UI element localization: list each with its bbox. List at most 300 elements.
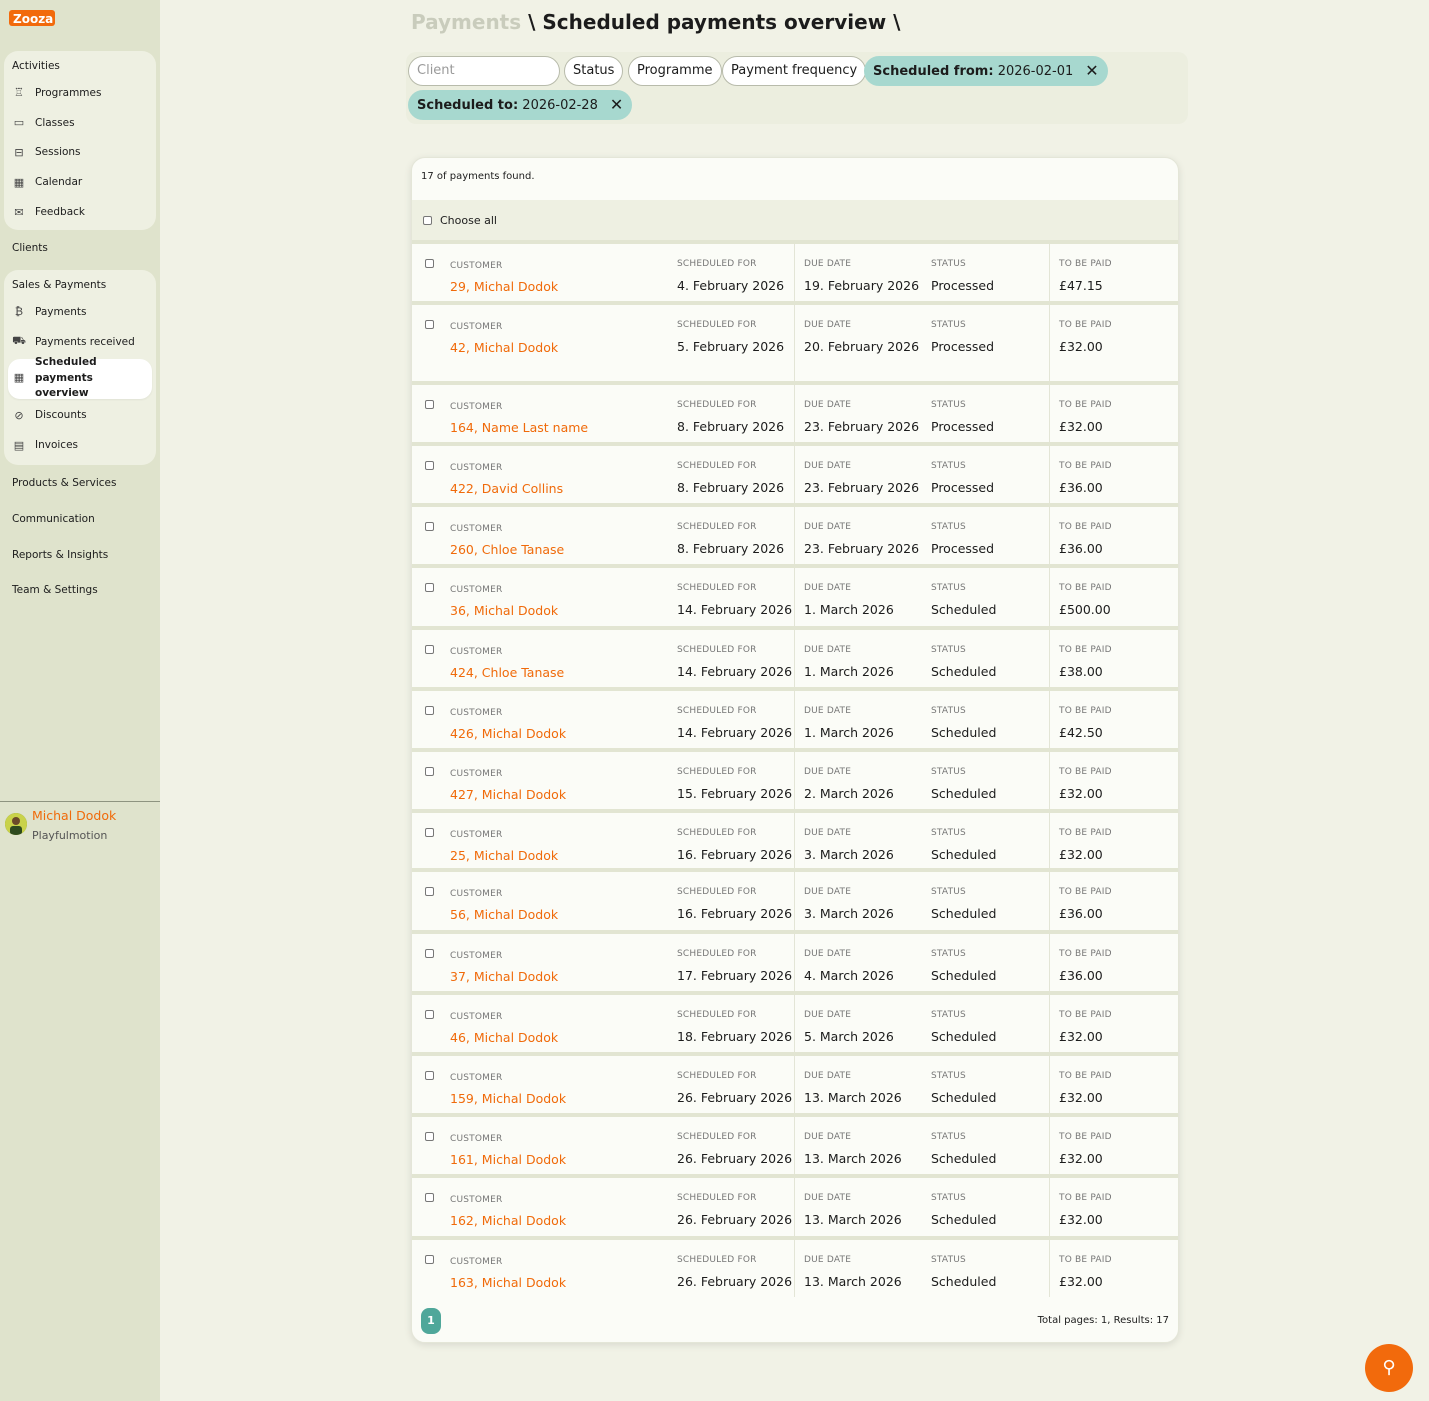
scheduled-label: SCHEDULED FOR bbox=[677, 583, 757, 593]
customer-link[interactable]: 25, Michal Dodok bbox=[450, 848, 559, 863]
breadcrumb-trail: \ bbox=[893, 10, 901, 34]
due-cell bbox=[804, 1010, 922, 1047]
due-date: 5. March 2026 bbox=[804, 1029, 894, 1044]
amount-cell bbox=[1059, 461, 1112, 498]
customer-link[interactable]: 422, David Collins bbox=[450, 481, 564, 496]
customer-cell bbox=[450, 830, 558, 863]
customer-cell bbox=[450, 322, 558, 355]
due-cell bbox=[804, 320, 922, 357]
status-label: STATUS bbox=[931, 1132, 966, 1142]
due-date: 1. March 2026 bbox=[804, 725, 894, 740]
tag-icon: ⊘ bbox=[14, 408, 24, 422]
column-divider bbox=[1049, 446, 1050, 503]
due-date: 13. March 2026 bbox=[804, 1274, 902, 1289]
row-checkbox[interactable] bbox=[425, 522, 434, 531]
status-value: Scheduled bbox=[931, 968, 997, 983]
customer-link[interactable]: 162, Michal Dodok bbox=[450, 1213, 567, 1228]
status-cell bbox=[931, 1071, 996, 1108]
status-filter[interactable]: Status bbox=[564, 56, 623, 86]
amount-label: TO BE PAID bbox=[1059, 1132, 1112, 1142]
breadcrumb-separator: \ bbox=[528, 10, 536, 34]
due-date: 1. March 2026 bbox=[804, 602, 894, 617]
due-cell bbox=[804, 645, 922, 682]
column-divider bbox=[1049, 1178, 1050, 1236]
due-date: 23. February 2026 bbox=[804, 541, 920, 556]
sidebar-item-classes[interactable]: ▭ Classes bbox=[13, 116, 75, 130]
customer-label: CUSTOMER bbox=[450, 463, 503, 473]
sidebar-item-reports[interactable]: Reports & Insights bbox=[12, 549, 109, 561]
due-date: 19. February 2026 bbox=[804, 278, 920, 293]
column-divider bbox=[794, 1240, 795, 1297]
column-divider bbox=[1049, 872, 1050, 930]
sidebar-item-communication[interactable]: Communication bbox=[12, 513, 95, 525]
amount-cell bbox=[1059, 583, 1112, 620]
customer-label: CUSTOMER bbox=[450, 261, 503, 271]
amount-cell bbox=[1059, 828, 1112, 865]
table-row bbox=[412, 1236, 1178, 1297]
amount-cell bbox=[1059, 949, 1112, 986]
amount-cell bbox=[1059, 645, 1112, 682]
row-checkbox[interactable] bbox=[425, 645, 434, 654]
scheduled-label: SCHEDULED FOR bbox=[677, 767, 757, 777]
scheduled-cell bbox=[677, 1255, 792, 1292]
sidebar-item-invoices[interactable]: ▤ Invoices bbox=[13, 438, 79, 452]
due-label: DUE DATE bbox=[804, 645, 852, 655]
amount-cell bbox=[1059, 1010, 1112, 1047]
calendar-grid-icon: ▦ bbox=[13, 371, 25, 385]
status-cell bbox=[931, 1132, 996, 1169]
row-checkbox[interactable] bbox=[425, 1010, 434, 1019]
status-value: Scheduled bbox=[931, 602, 997, 617]
table-row bbox=[412, 381, 1178, 442]
scheduled-date: 26. February 2026 bbox=[677, 1274, 793, 1289]
due-date: 13. March 2026 bbox=[804, 1151, 902, 1166]
scheduled-date: 4. February 2026 bbox=[677, 278, 785, 293]
amount-cell bbox=[1059, 887, 1112, 924]
due-cell bbox=[804, 949, 922, 986]
scheduled-label: SCHEDULED FOR bbox=[677, 1193, 757, 1203]
scheduled-label: SCHEDULED FOR bbox=[677, 706, 757, 716]
activities-group bbox=[4, 51, 156, 230]
scheduled-label: SCHEDULED FOR bbox=[677, 828, 757, 838]
customer-label: CUSTOMER bbox=[450, 322, 503, 332]
customer-label: CUSTOMER bbox=[450, 769, 503, 779]
scheduled-date: 18. February 2026 bbox=[677, 1029, 793, 1044]
row-checkbox[interactable] bbox=[425, 1132, 434, 1141]
due-date: 3. March 2026 bbox=[804, 847, 894, 862]
amount-label: TO BE PAID bbox=[1059, 1193, 1112, 1203]
row-checkbox[interactable] bbox=[425, 461, 434, 470]
scheduled-cell bbox=[677, 645, 792, 682]
scheduled-date: 15. February 2026 bbox=[677, 786, 793, 801]
customer-link[interactable]: 37, Michal Dodok bbox=[450, 969, 559, 984]
status-value: Processed bbox=[931, 339, 995, 354]
scheduled-label: SCHEDULED FOR bbox=[677, 320, 757, 330]
column-divider bbox=[1049, 244, 1050, 301]
customer-cell bbox=[450, 1012, 558, 1045]
due-label: DUE DATE bbox=[804, 320, 852, 330]
scheduled-label: SCHEDULED FOR bbox=[677, 887, 757, 897]
due-label: DUE DATE bbox=[804, 828, 852, 838]
customer-link[interactable]: 56, Michal Dodok bbox=[450, 907, 559, 922]
due-date: 13. March 2026 bbox=[804, 1090, 902, 1105]
column-divider bbox=[794, 813, 795, 868]
invoice-icon: ▤ bbox=[13, 438, 25, 452]
scheduled-label: SCHEDULED FOR bbox=[677, 1255, 757, 1265]
customer-cell bbox=[450, 647, 564, 680]
due-cell bbox=[804, 522, 922, 559]
due-label: DUE DATE bbox=[804, 1255, 852, 1265]
payment-frequency-filter[interactable]: Payment frequency bbox=[722, 56, 866, 86]
page-title: Scheduled payments overview bbox=[542, 10, 887, 34]
status-label: STATUS bbox=[931, 949, 966, 959]
table-row bbox=[412, 564, 1178, 626]
breadcrumb-parent[interactable]: Payments bbox=[411, 10, 522, 34]
choose-all-label[interactable]: Choose all bbox=[440, 213, 497, 227]
scheduled-cell bbox=[677, 1132, 792, 1169]
status-value: Processed bbox=[931, 419, 995, 434]
table-row bbox=[412, 301, 1178, 381]
due-date: 13. March 2026 bbox=[804, 1212, 902, 1227]
zooza-logo[interactable] bbox=[9, 8, 57, 30]
column-divider bbox=[794, 385, 795, 442]
results-count: 17 of payments found. bbox=[421, 171, 535, 182]
customer-label: CUSTOMER bbox=[450, 585, 503, 595]
activities-title[interactable]: Activities bbox=[12, 60, 60, 72]
customer-label: CUSTOMER bbox=[450, 889, 503, 899]
due-label: DUE DATE bbox=[804, 1071, 852, 1081]
scheduled-to-filter[interactable]: Scheduled to: 2026-02-28 ✕ bbox=[408, 90, 632, 120]
sidebar-item-calendar[interactable]: ▦ Calendar bbox=[13, 175, 83, 189]
scheduled-cell bbox=[677, 1193, 792, 1230]
status-value: Scheduled bbox=[931, 1151, 997, 1166]
sidebar-item-products[interactable]: Products & Services bbox=[12, 477, 117, 489]
sidebar-item-feedback[interactable]: ✉ Feedback bbox=[4, 197, 156, 227]
amount-label: TO BE PAID bbox=[1059, 461, 1112, 471]
status-cell bbox=[931, 767, 996, 804]
status-cell bbox=[931, 259, 994, 296]
briefcase-icon: ⊟ bbox=[14, 145, 24, 159]
amount-label: TO BE PAID bbox=[1059, 320, 1112, 330]
customer-link[interactable]: 42, Michal Dodok bbox=[450, 340, 559, 355]
status-value: Processed bbox=[931, 541, 995, 556]
row-checkbox[interactable] bbox=[425, 1255, 434, 1264]
scheduled-cell bbox=[677, 259, 784, 296]
status-cell bbox=[931, 949, 996, 986]
due-label: DUE DATE bbox=[804, 522, 852, 532]
help-button[interactable] bbox=[1365, 1344, 1413, 1392]
page-button[interactable]: 1 bbox=[421, 1308, 441, 1334]
amount-label: TO BE PAID bbox=[1059, 1010, 1112, 1020]
svg-text:Zooza: Zooza bbox=[13, 12, 54, 26]
scheduled-cell bbox=[677, 949, 792, 986]
scheduled-date: 16. February 2026 bbox=[677, 847, 793, 862]
customer-cell bbox=[450, 951, 558, 984]
row-checkbox[interactable] bbox=[425, 400, 434, 409]
scheduled-date: 14. February 2026 bbox=[677, 725, 793, 740]
scheduled-cell bbox=[677, 461, 784, 498]
scheduled-cell bbox=[677, 1071, 792, 1108]
client-filter-input[interactable]: Client bbox=[408, 56, 560, 86]
choose-all-row bbox=[412, 200, 1178, 240]
status-label: STATUS bbox=[931, 522, 966, 532]
amount-label: TO BE PAID bbox=[1059, 706, 1112, 716]
customer-link[interactable]: 29, Michal Dodok bbox=[450, 279, 559, 294]
scheduled-cell bbox=[677, 522, 784, 559]
sidebar-item-team-settings[interactable]: Team & Settings bbox=[12, 584, 98, 596]
table-row bbox=[412, 809, 1178, 868]
sidebar-item-discounts[interactable]: ⊘ Discounts bbox=[4, 401, 156, 431]
status-label: STATUS bbox=[931, 887, 966, 897]
status-value: Scheduled bbox=[931, 725, 997, 740]
column-divider bbox=[1049, 1240, 1050, 1297]
due-cell bbox=[804, 1132, 922, 1169]
status-cell bbox=[931, 583, 996, 620]
customer-label: CUSTOMER bbox=[450, 402, 503, 412]
amount-value: £32.00 bbox=[1059, 419, 1103, 434]
customer-link[interactable]: 46, Michal Dodok bbox=[450, 1030, 559, 1045]
customer-link[interactable]: 260, Chloe Tanase bbox=[450, 542, 565, 557]
choose-all-checkbox[interactable] bbox=[423, 216, 432, 225]
mailbox-icon: ✉ bbox=[14, 205, 24, 219]
scheduled-date: 26. February 2026 bbox=[677, 1151, 793, 1166]
close-icon[interactable]: ✕ bbox=[609, 95, 624, 114]
table-row bbox=[412, 1113, 1178, 1174]
calendar-icon: ▦ bbox=[13, 175, 25, 189]
status-label: STATUS bbox=[931, 1010, 966, 1020]
table-row bbox=[412, 1052, 1178, 1113]
due-label: DUE DATE bbox=[804, 949, 852, 959]
scheduled-date: 17. February 2026 bbox=[677, 968, 793, 983]
column-divider bbox=[794, 752, 795, 809]
row-checkbox[interactable] bbox=[425, 259, 434, 268]
column-divider bbox=[794, 691, 795, 748]
row-checkbox[interactable] bbox=[425, 1071, 434, 1080]
column-divider bbox=[794, 507, 795, 564]
amount-value: £32.00 bbox=[1059, 786, 1103, 801]
scheduled-label: SCHEDULED FOR bbox=[677, 1071, 757, 1081]
customer-label: CUSTOMER bbox=[450, 830, 503, 840]
scheduled-date: 8. February 2026 bbox=[677, 541, 785, 556]
customer-cell bbox=[450, 463, 563, 496]
column-divider bbox=[794, 934, 795, 991]
customer-link[interactable]: 163, Michal Dodok bbox=[450, 1275, 567, 1290]
cart-icon: ⛟ bbox=[12, 334, 26, 348]
column-divider bbox=[1049, 630, 1050, 687]
sidebar-item-payments-received[interactable]: ⛟ Payments received bbox=[12, 334, 135, 348]
divider bbox=[0, 801, 160, 802]
due-date: 1. March 2026 bbox=[804, 664, 894, 679]
row-checkbox[interactable] bbox=[425, 583, 434, 592]
due-cell bbox=[804, 400, 922, 437]
scheduled-label: SCHEDULED FOR bbox=[677, 461, 757, 471]
table-row bbox=[412, 868, 1178, 930]
scheduled-date: 8. February 2026 bbox=[677, 419, 785, 434]
status-label: STATUS bbox=[931, 583, 966, 593]
customer-cell bbox=[450, 524, 564, 557]
customer-link[interactable]: 159, Michal Dodok bbox=[450, 1091, 567, 1106]
due-cell bbox=[804, 706, 922, 743]
amount-cell bbox=[1059, 259, 1112, 296]
scheduled-from-filter[interactable]: Scheduled from: 2026-02-01 ✕ bbox=[864, 56, 1108, 86]
customer-cell bbox=[450, 261, 558, 294]
sidebar bbox=[0, 0, 160, 1401]
amount-cell bbox=[1059, 1193, 1112, 1230]
customer-cell bbox=[450, 1073, 566, 1106]
scheduled-cell bbox=[677, 1010, 792, 1047]
sidebar-item-clients[interactable]: Clients bbox=[12, 242, 48, 254]
scheduled-cell bbox=[677, 320, 784, 357]
amount-label: TO BE PAID bbox=[1059, 522, 1112, 532]
amount-value: £38.00 bbox=[1059, 664, 1103, 679]
customer-label: CUSTOMER bbox=[450, 1257, 503, 1267]
due-label: DUE DATE bbox=[804, 1010, 852, 1020]
scheduled-cell bbox=[677, 828, 792, 865]
column-divider bbox=[794, 872, 795, 930]
column-divider bbox=[794, 446, 795, 503]
table-row bbox=[412, 930, 1178, 991]
due-cell bbox=[804, 1071, 922, 1108]
sidebar-item-programmes[interactable]: ♖ Programmes bbox=[4, 78, 156, 108]
status-value: Processed bbox=[931, 278, 995, 293]
row-checkbox[interactable] bbox=[425, 320, 434, 329]
currency-icon: ₿ bbox=[14, 305, 24, 319]
scheduled-label: SCHEDULED FOR bbox=[677, 949, 757, 959]
scheduled-date: 5. February 2026 bbox=[677, 339, 785, 354]
amount-value: £36.00 bbox=[1059, 968, 1103, 983]
user-organization: Playfulmotion bbox=[32, 829, 108, 842]
table-row bbox=[412, 503, 1178, 564]
table-row bbox=[412, 1174, 1178, 1236]
customer-cell bbox=[450, 1134, 566, 1167]
amount-cell bbox=[1059, 1071, 1112, 1108]
amount-value: £42.50 bbox=[1059, 725, 1103, 740]
scheduled-date: 14. February 2026 bbox=[677, 664, 793, 679]
customer-cell bbox=[450, 1195, 566, 1228]
pagination-summary: Total pages: 1, Results: 17 bbox=[1037, 1315, 1169, 1326]
status-cell bbox=[931, 887, 996, 924]
sidebar-item-sessions[interactable]: ⊟ Sessions bbox=[4, 138, 156, 168]
column-divider bbox=[1049, 1056, 1050, 1113]
user-name[interactable]: Michal Dodok bbox=[32, 808, 117, 823]
customer-link[interactable]: 164, Name Last name bbox=[450, 420, 589, 435]
programme-filter[interactable]: Programme bbox=[628, 56, 722, 86]
status-cell bbox=[931, 1255, 996, 1292]
amount-cell bbox=[1059, 320, 1112, 357]
amount-label: TO BE PAID bbox=[1059, 1071, 1112, 1081]
status-value: Scheduled bbox=[931, 1274, 997, 1289]
status-label: STATUS bbox=[931, 259, 966, 269]
table-row bbox=[412, 687, 1178, 748]
scheduled-label: SCHEDULED FOR bbox=[677, 522, 757, 532]
scheduled-label: SCHEDULED FOR bbox=[677, 400, 757, 410]
amount-cell bbox=[1059, 1132, 1112, 1169]
scheduled-label: SCHEDULED FOR bbox=[677, 645, 757, 655]
due-cell bbox=[804, 461, 922, 498]
due-label: DUE DATE bbox=[804, 767, 852, 777]
scheduled-label: SCHEDULED FOR bbox=[677, 1010, 757, 1020]
column-divider bbox=[1049, 813, 1050, 868]
sidebar-item-payments[interactable]: ₿ Payments bbox=[4, 297, 156, 327]
due-label: DUE DATE bbox=[804, 706, 852, 716]
amount-value: £32.00 bbox=[1059, 1274, 1103, 1289]
customer-cell bbox=[450, 1257, 566, 1290]
status-label: STATUS bbox=[931, 320, 966, 330]
customer-link[interactable]: 427, Michal Dodok bbox=[450, 787, 567, 802]
status-cell bbox=[931, 522, 994, 559]
customer-label: CUSTOMER bbox=[450, 1195, 503, 1205]
due-cell bbox=[804, 1193, 922, 1230]
column-divider bbox=[794, 630, 795, 687]
due-date: 23. February 2026 bbox=[804, 480, 920, 495]
sidebar-item-scheduled-payments[interactable]: ▦ Scheduled payments overview bbox=[8, 359, 152, 399]
due-label: DUE DATE bbox=[804, 583, 852, 593]
customer-link[interactable]: 36, Michal Dodok bbox=[450, 603, 559, 618]
amount-label: TO BE PAID bbox=[1059, 767, 1112, 777]
column-divider bbox=[1049, 568, 1050, 626]
customer-link[interactable]: 424, Chloe Tanase bbox=[450, 665, 565, 680]
row-checkbox[interactable] bbox=[425, 767, 434, 776]
amount-label: TO BE PAID bbox=[1059, 259, 1112, 269]
scheduled-date: 8. February 2026 bbox=[677, 480, 785, 495]
column-divider bbox=[794, 305, 795, 381]
close-icon[interactable]: ✕ bbox=[1085, 61, 1099, 80]
status-value: Scheduled bbox=[931, 847, 997, 862]
status-cell bbox=[931, 645, 996, 682]
table-row bbox=[412, 748, 1178, 809]
row-checkbox[interactable] bbox=[425, 828, 434, 837]
status-value: Scheduled bbox=[931, 1212, 997, 1227]
avatar[interactable] bbox=[5, 813, 27, 835]
column-divider bbox=[794, 1117, 795, 1174]
row-checkbox[interactable] bbox=[425, 949, 434, 958]
amount-label: TO BE PAID bbox=[1059, 400, 1112, 410]
due-date: 20. February 2026 bbox=[804, 339, 920, 354]
customer-link[interactable]: 426, Michal Dodok bbox=[450, 726, 567, 741]
amount-cell bbox=[1059, 400, 1112, 437]
customer-link[interactable]: 161, Michal Dodok bbox=[450, 1152, 567, 1167]
amount-value: £32.00 bbox=[1059, 1090, 1103, 1105]
scheduled-date: 14. February 2026 bbox=[677, 602, 793, 617]
row-checkbox[interactable] bbox=[425, 706, 434, 715]
due-label: DUE DATE bbox=[804, 259, 852, 269]
due-date: 23. February 2026 bbox=[804, 419, 920, 434]
table-row bbox=[412, 626, 1178, 687]
amount-cell bbox=[1059, 706, 1112, 743]
status-value: Processed bbox=[931, 480, 995, 495]
sales-title[interactable]: Sales & Payments bbox=[12, 279, 107, 291]
amount-label: TO BE PAID bbox=[1059, 1255, 1112, 1265]
status-label: STATUS bbox=[931, 767, 966, 777]
amount-value: £32.00 bbox=[1059, 1151, 1103, 1166]
column-divider bbox=[1049, 1117, 1050, 1174]
row-checkbox[interactable] bbox=[425, 887, 434, 896]
status-label: STATUS bbox=[931, 1071, 966, 1081]
status-value: Scheduled bbox=[931, 1090, 997, 1105]
amount-value: £36.00 bbox=[1059, 541, 1103, 556]
row-checkbox[interactable] bbox=[425, 1193, 434, 1202]
customer-cell bbox=[450, 889, 558, 922]
customer-cell bbox=[450, 708, 566, 741]
column-divider bbox=[794, 244, 795, 301]
sales-group bbox=[4, 270, 156, 465]
amount-label: TO BE PAID bbox=[1059, 583, 1112, 593]
due-date: 4. March 2026 bbox=[804, 968, 894, 983]
table-row bbox=[412, 442, 1178, 503]
customer-cell bbox=[450, 402, 588, 435]
customer-label: CUSTOMER bbox=[450, 1073, 503, 1083]
trophy-icon: ♖ bbox=[14, 86, 24, 100]
